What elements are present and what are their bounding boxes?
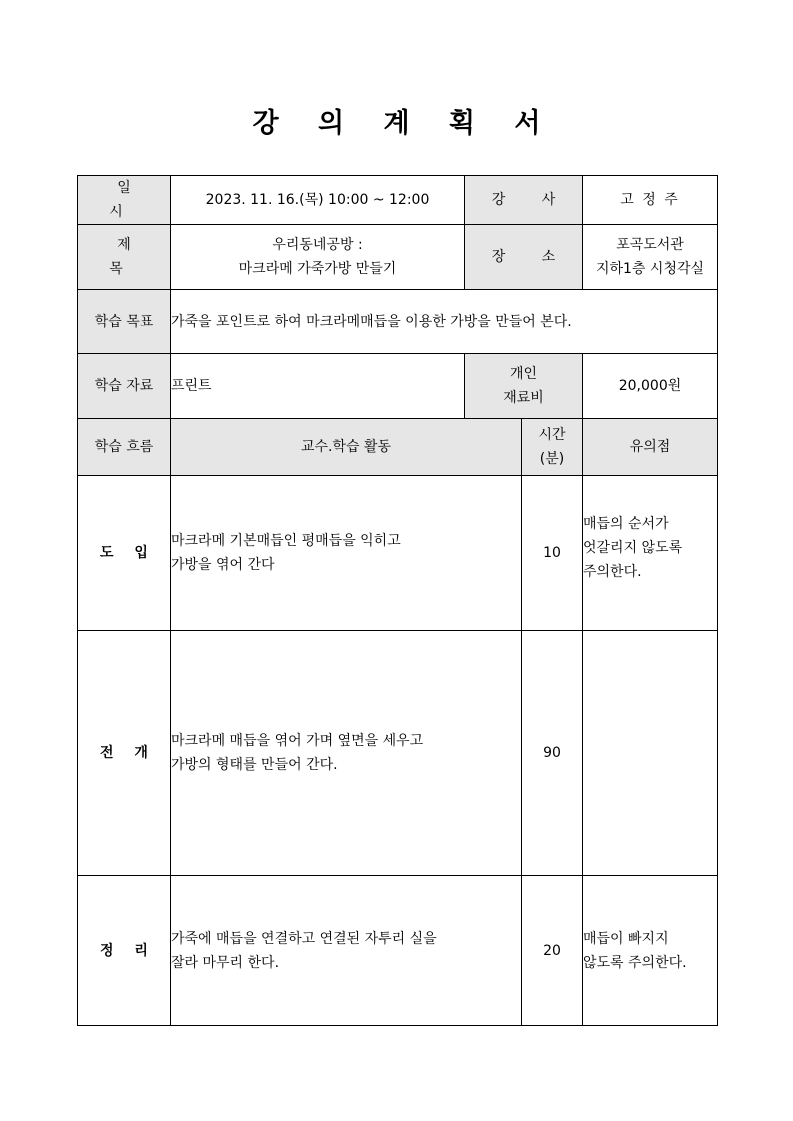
- place-label: 장 소: [465, 225, 583, 290]
- stage-row-wrapup: [78, 876, 718, 1026]
- subject-line-2: 마크라메 가죽가방 만들기: [238, 261, 397, 277]
- stage-notes: [583, 876, 718, 1026]
- fee-label-line-2: 재료비: [503, 390, 544, 406]
- goal-row: [78, 290, 718, 354]
- date-label: 일 시: [78, 176, 171, 225]
- place-line-2: 지하1층 시청각실: [595, 261, 705, 277]
- subject-value: [171, 225, 465, 290]
- activity-line-1: 마크라메 기본매듭인 평매듭을 익히고: [171, 533, 401, 549]
- material-label: 학습 자료: [78, 354, 171, 419]
- material-row: [78, 354, 718, 419]
- lecture-plan-table: [77, 175, 718, 1026]
- subject-row: [78, 225, 718, 290]
- stage-minutes: 90: [522, 631, 583, 876]
- fee-label-line-1: 개인: [509, 366, 538, 382]
- stage-name: 정 리: [78, 876, 171, 1026]
- stage-name: 전 개: [78, 631, 171, 876]
- fee-label: [465, 354, 583, 419]
- activity-line-2: 가방의 형태를 만들어 간다.: [171, 757, 338, 773]
- stage-name: 도 입: [78, 476, 171, 631]
- activity-line-2: 잘라 마무리 한다.: [171, 954, 280, 971]
- activity-line-2: 가방을 엮어 간다: [171, 557, 275, 573]
- subject-line-1: 우리동네공방 :: [272, 237, 363, 253]
- stage-notes: [583, 476, 718, 631]
- date-row: [78, 176, 718, 225]
- notes-header: 유의점: [583, 419, 718, 476]
- time-header-line-2: (분): [539, 451, 565, 467]
- stage-activity: [171, 476, 522, 631]
- activity-header: 교수.학습 활동: [171, 419, 522, 476]
- instructor-label: 강 사: [465, 176, 583, 225]
- note-line-2: 엇갈리지 않도록: [583, 540, 683, 556]
- stage-minutes: 10: [522, 476, 583, 631]
- place-value: [583, 225, 718, 290]
- note-line-2: 않도록 주의한다.: [583, 954, 687, 971]
- note-line-3: 주의한다.: [583, 564, 642, 580]
- stage-notes: [583, 631, 718, 876]
- place-line-1: 포곡도서관: [616, 237, 684, 253]
- flow-header: 학습 흐름: [78, 419, 171, 476]
- time-header: [522, 419, 583, 476]
- stage-row-development: [78, 631, 718, 876]
- stage-row-intro: [78, 476, 718, 631]
- date-value: 2023. 11. 16.(목) 10:00 ~ 12:00: [171, 176, 465, 225]
- goal-value: 가죽을 포인트로 하여 마크라메매듭을 이용한 가방을 만들어 본다.: [171, 290, 718, 354]
- activity-line-1: 마크라메 매듭을 엮어 가며 옆면을 세우고: [171, 733, 424, 749]
- fee-value: 20,000원: [583, 354, 718, 419]
- time-header-line-1: 시간: [538, 427, 566, 443]
- goal-label: 학습 목표: [78, 290, 171, 354]
- stage-minutes: 20: [522, 876, 583, 1026]
- material-value: 프린트: [171, 354, 465, 419]
- instructor-value: 고 정 주: [583, 176, 718, 225]
- note-line-1: 매듭이 빠지지: [583, 930, 669, 947]
- subject-label: 제 목: [78, 225, 171, 290]
- stage-activity: [171, 876, 522, 1026]
- activity-line-1: 가죽에 매듭을 연결하고 연결된 자투리 실을: [171, 930, 437, 947]
- document-title: 강 의 계 획 서: [252, 108, 556, 139]
- flow-header-row: [78, 419, 718, 476]
- stage-activity: [171, 631, 522, 876]
- note-line-1: 매듭의 순서가: [583, 516, 669, 532]
